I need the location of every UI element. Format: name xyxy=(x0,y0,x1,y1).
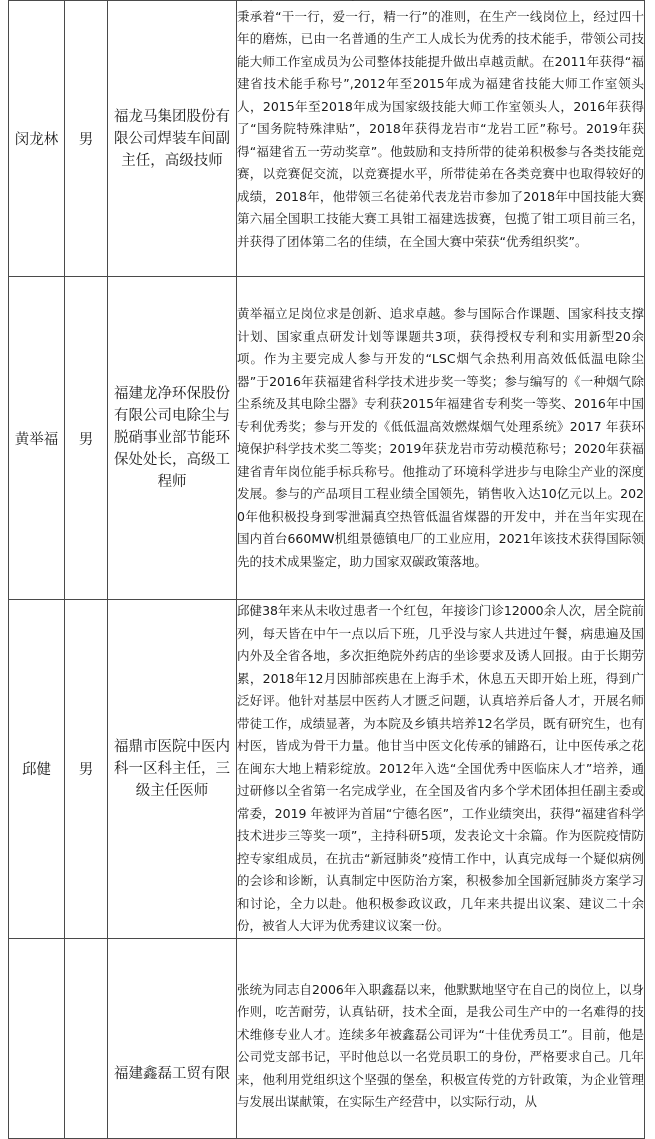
gender-cell: 男 xyxy=(65,1,108,277)
honor-list-sheet xyxy=(8,0,645,1139)
position-cell xyxy=(108,277,237,600)
table-row xyxy=(9,600,645,939)
deeds-text: 黄举福立足岗位求是创新、追求卓越。参与国际合作课题、国家科技支撑计划、国家重点研发计划等课题共3项，获得授权专利和实用新型20余项。作为主要完成人参与开发的“LSC烟气余热利用高效低低温电除尘器”于2016年获福建省科学技术进步奖一等奖；参与编写的《一种烟气除尘系统及其电除尘器》专利获2015年福建省专利奖一等奖、2016年中国专利优秀奖；参与开发的《低低温高效燃煤烟气处理系统》2017 年获环境保护科学技术奖二等奖；2019年获龙岩市劳动模范称号；2020年获福建省青年岗位能手标兵称号。他推动了环境科学进步与电除尘产业的深度发展。参与的产品项目工程业绩全国领先，销售收入达10亿元以上。2020年他积极投身到零泄漏真空热管低温省煤器的开发中，并在当年实现在国内首台660MW机组景德镇电厂的工业应用，2021年该技术获得国际领先的技术成果鉴定，助力国家双碳政策落地。 xyxy=(237,306,644,569)
deeds-cell xyxy=(237,600,645,939)
position-text: 福龙马集团股份有限公司焊装车间副主任，高级技师 xyxy=(114,108,230,169)
deeds-text: 张统为同志自2006年入职鑫磊以来，他默默地坚守在自己的岗位上，以身作则，吃苦耐劳，认真钻研，技术全面，是我公司生产中的一名难得的技术维修专业人才。连续多年被鑫磊公司评为“十佳优秀员工”。目前，他是公司党支部书记，平时他总以一名党员职工的身份，严格要求自己。几年来，他利用党组织这个坚强的堡垒，积极宣传党的方针政策，为企业管理与发展出谋献策，在实际生产经营中，以实际行动，从 xyxy=(237,981,644,1109)
position-text: 福建鑫磊工贸有限 xyxy=(114,1065,230,1082)
position-cell xyxy=(108,938,237,1138)
deeds-text: 邱健38年来从未收过患者一个红包，年接诊门诊12000余人次，居全院前列，每天皆在中午一点以后下班，几乎没与家人共进过午餐，病患遍及国内外及全省各地，多次拒绝院外药店的坐诊要求及诱人回报。由于长期劳累，2018年12月因肺部疾患在上海手术，休息五天即开始上班，得到广泛好评。他针对基层中医药人才匮乏问题，认真培养后备人才，开展名师带徒工作，成绩显著，为本院及乡镇共培养12名学员，既有研究生，也有村医，皆成为骨干力量。他甘当中医文化传承的铺路石，让中医传承之花在闽东大地上精彩绽放。2012年入选“全国优秀中医临床人才”培养，通过研修以全省第一名完成学业，在全国及省内多个学术团体担任副主委或常委，2019 年被评为首届“宁德名医”，工作业绩突出，获得“福建省科学技术进步三等奖一项”，主持科研5项，发表论文十余篇。作为医院疫情防控专家组成员，在抗击“新冠肺炎”疫情工作中，认真完成每一个疑似病例的会诊和诊断，认真制定中医防治方案，积极参加全国新冠肺炎方案学习和讨论，全力以赴。他积极参政议政，几年来共提出议案、建议二十余份，被省人大评为优秀建议议案一份。 xyxy=(237,603,644,933)
honor-table xyxy=(8,0,645,1139)
table-row xyxy=(9,938,645,1138)
gender-cell: 男 xyxy=(65,277,108,600)
name-cell xyxy=(9,938,65,1138)
name-cell: 邱健 xyxy=(9,600,65,939)
position-text: 福建龙净环保股份有限公司电除尘与脱硝事业部节能环保处处长，高级工程师 xyxy=(114,386,230,490)
table-row xyxy=(9,277,645,600)
deeds-text: 秉承着“干一行，爱一行，精一行”的准则，在生产一线岗位上，经过四十年的磨炼，已由一名普通的生产工人成长为优秀的技术能手，带领公司技能大师工作室成员为公司整体技能提升做出卓越贡献。在2011年获得“福建省技术能手称号”,2012年至2015年成为福建省技能大师工作室领头人，2015年至2018年成为国家级技能大师工作室领头人，2016年获得了“国务院特殊津贴”，2018年获得龙岩市“龙岩工匠”称号。2019年获得“福建省五一劳动奖章”。他鼓励和支持所带的徒弟积极参与各类技能竞赛，以竞赛促交流，以竞赛提水平，所带徒弟在各类竞赛中也取得较好的成绩，2018年，他带领三名徒弟代表龙岩市参加了2018年中国技能大赛第六届全国职工技能大赛工具钳工福建选拔赛，包揽了钳工项目前三名，并获得了团体第二名的佳绩，在全国大赛中荣获“优秀组织奖”。 xyxy=(237,8,644,249)
position-cell xyxy=(108,600,237,939)
position-text: 福鼎市医院中医内科一区科主任，三级主任医师 xyxy=(114,738,230,799)
position-cell xyxy=(108,1,237,277)
gender-cell: 男 xyxy=(65,600,108,939)
deeds-cell xyxy=(237,277,645,600)
gender-cell xyxy=(65,938,108,1138)
deeds-cell xyxy=(237,1,645,277)
name-cell: 闵龙林 xyxy=(9,1,65,277)
deeds-cell xyxy=(237,938,645,1138)
name-cell: 黄举福 xyxy=(9,277,65,600)
table-row xyxy=(9,1,645,277)
